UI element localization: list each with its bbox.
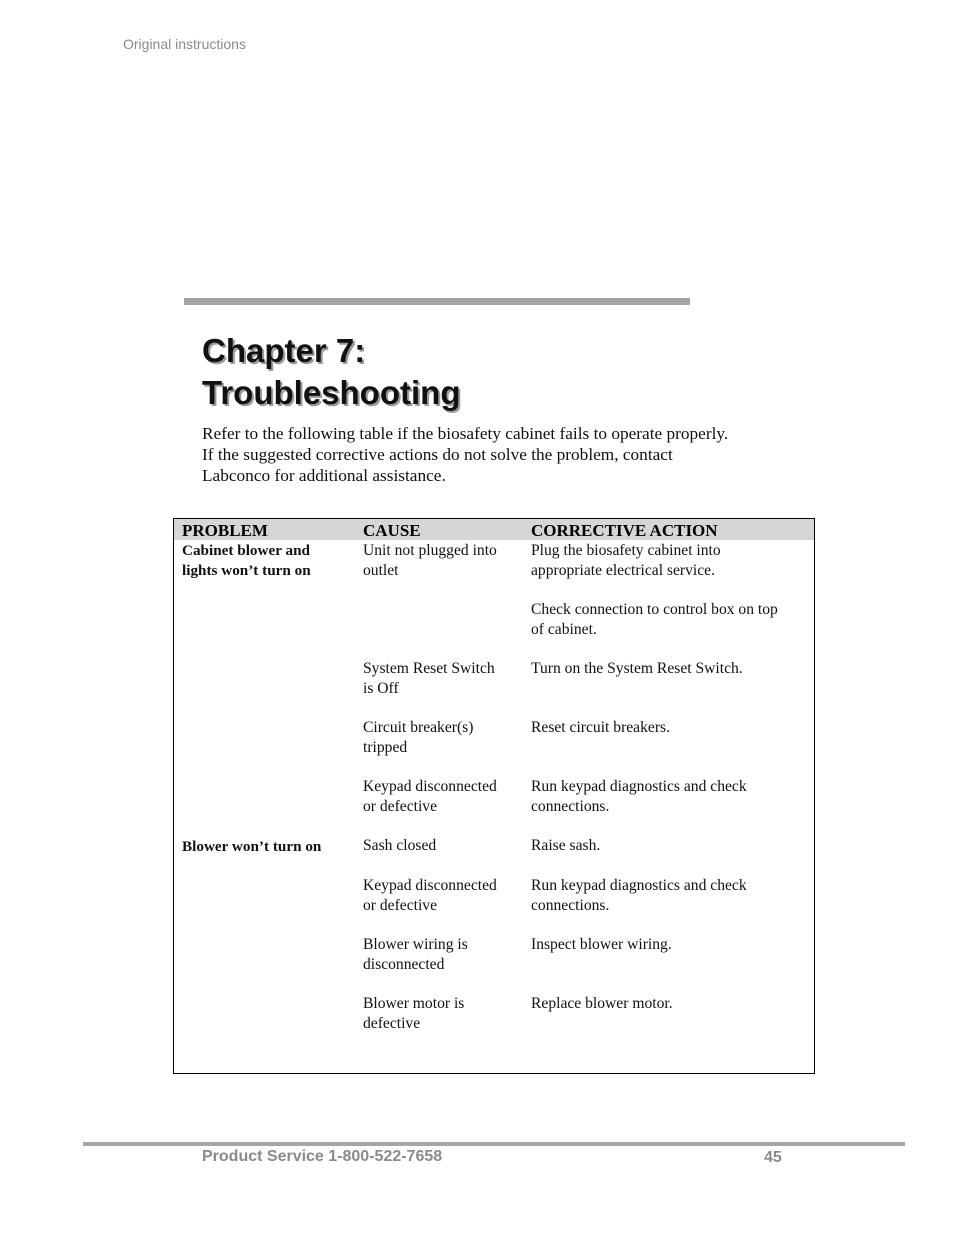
action-line: connections. xyxy=(531,897,610,914)
action-cell xyxy=(531,777,747,817)
action-cell xyxy=(531,876,747,916)
cause-cell xyxy=(363,836,436,856)
page-number: 45 xyxy=(764,1149,782,1166)
chapter-title-name: Troubleshooting xyxy=(202,374,461,411)
cause-line: Keypad disconnected xyxy=(363,778,497,795)
action-line: Check connection to control box on top xyxy=(531,601,778,618)
cause-cell xyxy=(363,541,497,581)
cause-line: Unit not plugged into xyxy=(363,542,497,559)
intro-line: Refer to the following table if the biosafety cabinet fails to operate properly. xyxy=(202,424,729,443)
troubleshooting-table xyxy=(173,518,815,1074)
cause-cell xyxy=(363,876,497,916)
cause-cell xyxy=(363,935,468,975)
cause-cell xyxy=(363,718,473,758)
action-cell xyxy=(531,659,743,679)
action-line: of cabinet. xyxy=(531,621,597,638)
cause-line: System Reset Switch xyxy=(363,660,495,677)
action-line: Run keypad diagnostics and check xyxy=(531,877,747,894)
problem-line: Cabinet blower and xyxy=(182,542,310,559)
cause-line: Circuit breaker(s) xyxy=(363,719,474,736)
action-line: Inspect blower wiring. xyxy=(531,936,672,953)
header-corrective-action: CORRECTIVE ACTION xyxy=(531,521,718,540)
intro-paragraph xyxy=(202,423,792,486)
cause-line: is Off xyxy=(363,680,399,697)
cause-line: Blower motor is xyxy=(363,995,465,1012)
table-header-row xyxy=(174,519,814,540)
problem-cell xyxy=(182,541,311,581)
action-line: connections. xyxy=(531,798,610,815)
header-cause: CAUSE xyxy=(363,521,421,540)
header-problem: PROBLEM xyxy=(182,521,268,540)
cause-line: outlet xyxy=(363,562,399,579)
action-line: Turn on the System Reset Switch. xyxy=(531,660,743,677)
footer-divider xyxy=(83,1142,905,1146)
action-line: Plug the biosafety cabinet into xyxy=(531,542,721,559)
cause-line: Blower wiring is xyxy=(363,936,468,953)
action-cell xyxy=(531,541,721,581)
cause-line: defective xyxy=(363,1015,421,1032)
chapter-title-number: Chapter 7: xyxy=(202,332,366,369)
cause-line: or defective xyxy=(363,897,438,914)
cause-line: Keypad disconnected xyxy=(363,877,497,894)
action-line: appropriate electrical service. xyxy=(531,562,715,579)
cause-cell xyxy=(363,777,497,817)
action-line: Replace blower motor. xyxy=(531,995,673,1012)
cause-line: Sash closed xyxy=(363,837,437,854)
header-note: Original instructions xyxy=(123,36,246,52)
intro-line: If the suggested corrective actions do not solve the problem, contact xyxy=(202,445,673,464)
cause-cell xyxy=(363,994,464,1034)
cause-line: or defective xyxy=(363,798,438,815)
action-line: Reset circuit breakers. xyxy=(531,719,670,736)
footer-product-service: Product Service 1-800-522-7658 xyxy=(202,1148,443,1165)
chapter-divider xyxy=(184,298,690,305)
action-cell xyxy=(531,935,672,955)
intro-line: Labconco for additional assistance. xyxy=(202,466,446,485)
problem-line: lights won’t turn on xyxy=(182,562,311,579)
action-cell xyxy=(531,836,600,856)
chapter-title xyxy=(202,330,460,414)
action-cell xyxy=(531,718,670,738)
problem-cell xyxy=(182,837,321,857)
problem-line: Blower won’t turn on xyxy=(182,838,322,855)
action-line: Raise sash. xyxy=(531,837,601,854)
action-cell xyxy=(531,600,778,640)
action-cell xyxy=(531,994,673,1014)
cause-line: tripped xyxy=(363,739,408,756)
action-line: Run keypad diagnostics and check xyxy=(531,778,747,795)
cause-cell xyxy=(363,659,495,699)
cause-line: disconnected xyxy=(363,956,445,973)
